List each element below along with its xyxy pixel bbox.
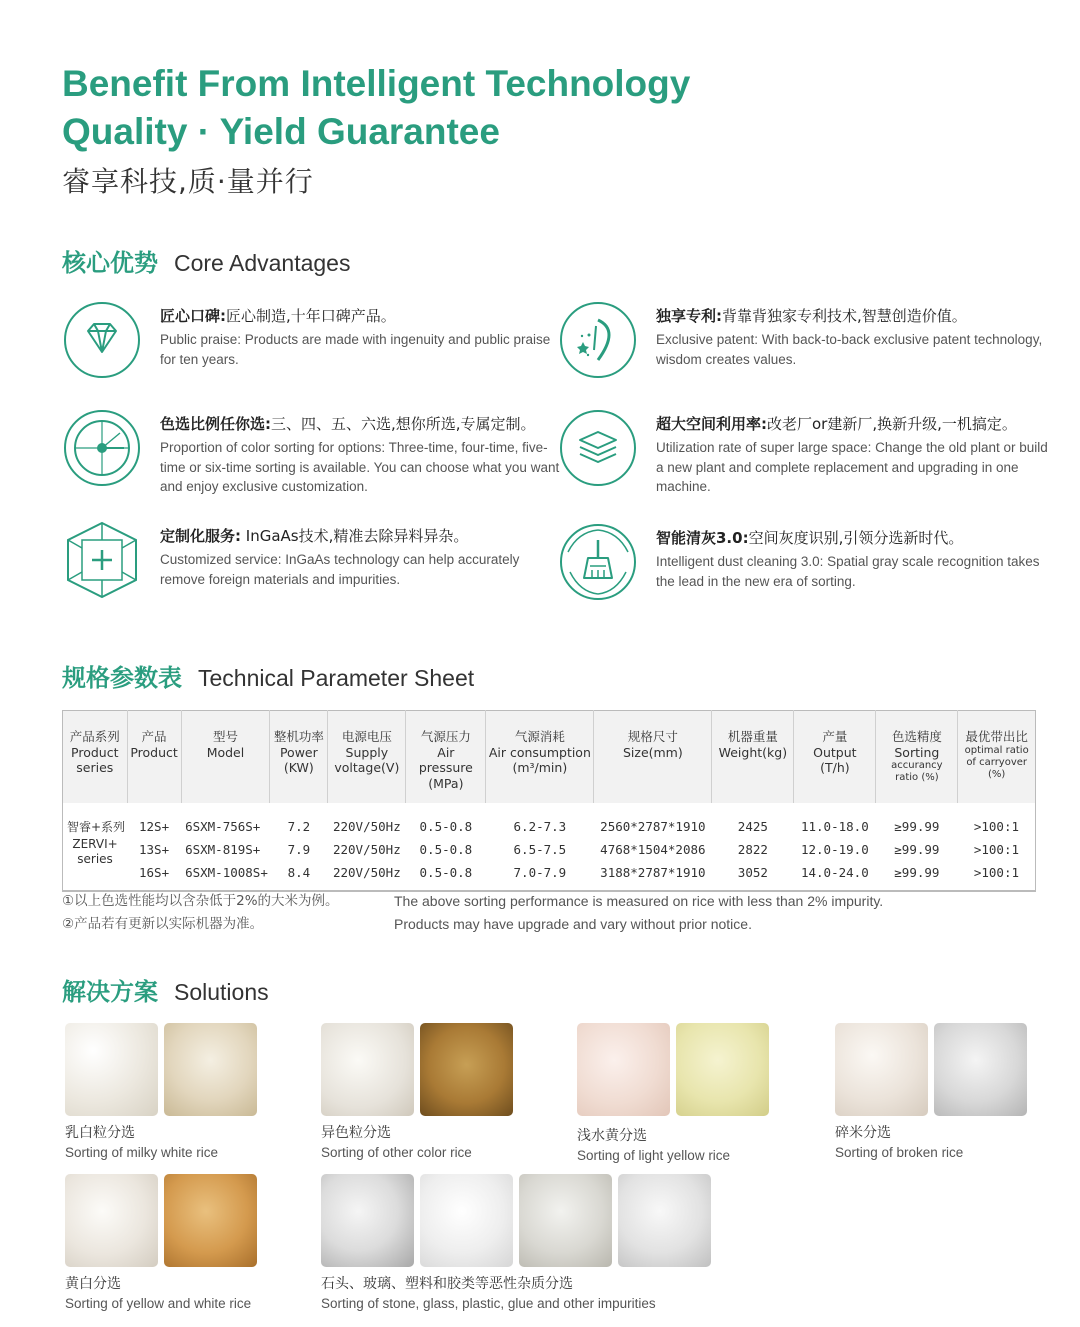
table-cell: >100:1 [973, 818, 1019, 834]
impurity-image-stone [321, 1174, 414, 1267]
column-header: 规格尺寸 Size(mm) [594, 711, 712, 804]
broom-icon [558, 522, 638, 602]
table-cell: >100:1 [973, 865, 1019, 880]
advantage-title: 智能清灰3.0: [656, 529, 749, 547]
advantage-desc: Proportion of color sorting for options: Three-time, four-time, five-time or six-time sorting is available. You can choose what you want and enjoy exclusive customization. [160, 440, 560, 494]
solution-card [577, 1023, 769, 1163]
table-cell: ≥99.99 [894, 818, 940, 834]
layers-icon [558, 408, 638, 488]
solution-title-cn: 石头、玻璃、塑料和胶类等恶性杂质分选 [321, 1276, 573, 1292]
advantage-title-rest: 改老厂or建新厂,换新升级,一机搞定。 [767, 415, 1017, 433]
solution-title-en: Sorting of other color rice [321, 1145, 472, 1160]
table-cell: 8.4 [287, 865, 311, 880]
table-cell: 0.5-0.8 [419, 865, 473, 880]
column-header: 产品系列 Product series [63, 711, 128, 804]
solution-card [321, 1023, 513, 1160]
section-title-cn: 核心优势 [62, 249, 158, 277]
solution-title-cn: 黄白分选 [65, 1276, 121, 1292]
table-cell: >100:1 [973, 841, 1019, 857]
hero-title [62, 60, 690, 156]
solution-title-en: Sorting of stone, glass, plastic, glue and other impurities [321, 1296, 656, 1311]
table-cell: 12.0-19.0 [800, 841, 869, 857]
advantage-title: 色选比例任你选: [160, 415, 271, 433]
rice-image-broken [934, 1023, 1027, 1116]
rice-image-pinkish [577, 1023, 670, 1116]
table-cell: 11.0-18.0 [800, 818, 869, 834]
section-title-cn: 规格参数表 [62, 664, 182, 692]
table-cell: 220V/50Hz [332, 865, 401, 880]
table-cell: 2560*2787*1910 [600, 818, 706, 834]
table-cell: 6SXM-1008S+ [185, 865, 268, 880]
hero-subtitle: 睿享科技,质·量并行 [62, 165, 314, 198]
note-1-cn: ①以上色选性能均以含杂低于2%的大米为例。 [62, 893, 339, 909]
advantage-desc: Intelligent dust cleaning 3.0: Spatial gray scale recognition takes the lead in the new era of sorting. [656, 554, 1040, 589]
note-1-en: The above sorting performance is measured on rice with less than 2% impurity. [394, 893, 884, 909]
solution-title-en: Sorting of light yellow rice [577, 1148, 731, 1163]
table-cell: 220V/50Hz [332, 841, 401, 857]
notes-cn [62, 890, 339, 936]
note-2-en: Products may have upgrade and vary without prior notice. [394, 916, 752, 932]
advantage-title: 独享专利: [656, 307, 722, 325]
table-header-row [63, 711, 1036, 804]
column-header: 最优带出比 optimal ratio of carryover (%) [958, 711, 1036, 804]
solution-card [835, 1023, 1027, 1160]
diamond-icon [62, 300, 142, 380]
impurity-image-glass [420, 1174, 513, 1267]
table-cell: 0.5-0.8 [419, 818, 473, 834]
table-cell: ≥99.99 [894, 841, 940, 857]
advantage-desc: Exclusive patent: With back-to-back exclusive patent technology, wisdom creates values. [656, 332, 1043, 367]
hexagon-plus-icon [62, 520, 142, 600]
table-cell: 12S+ [139, 818, 170, 834]
advantage-title-rest: 空间灰度识别,引领分选新时代。 [748, 529, 964, 547]
solution-card [321, 1174, 711, 1311]
note-2-cn: ②产品若有更新以实际机器为准。 [62, 916, 264, 932]
impurity-image-plastic [519, 1174, 612, 1267]
advantage-title: 匠心口碑: [160, 307, 226, 325]
rice-image-yellow [676, 1023, 769, 1116]
series-label-cn: 智睿+系列 [67, 819, 126, 834]
solution-title-cn: 乳白粒分选 [65, 1125, 135, 1141]
advantage-title-rest: 匠心制造,十年口碑产品。 [226, 307, 396, 325]
table-cell: 16S+ [139, 865, 170, 880]
table-cell: 220V/50Hz [332, 818, 401, 834]
column-header: 整机功率 Power (KW) [270, 711, 328, 804]
rice-image-white-2 [65, 1174, 158, 1267]
table-cell: 6SXM-819S+ [185, 841, 261, 857]
table-cell: 6.5-7.5 [513, 841, 567, 857]
table-cell: 7.9 [287, 841, 311, 857]
solution-title-en: Sorting of broken rice [835, 1145, 964, 1160]
notes-en [394, 890, 883, 936]
solutions-heading [62, 972, 269, 1007]
advantage-title: 定制化服务: [160, 527, 241, 545]
table-row [63, 861, 1036, 891]
advantage-title-rest: 三、四、五、六选,想你所选,专属定制。 [271, 415, 536, 433]
column-header: 型号 Model [181, 711, 270, 804]
column-header: 色选精度 Sorting accurancy ratio (%) [876, 711, 958, 804]
solution-title-en: Sorting of milky white rice [65, 1145, 219, 1160]
rice-image-milky [65, 1023, 158, 1116]
solution-title-cn: 浅水黄分选 [577, 1128, 647, 1144]
table-cell: 2425 [737, 818, 768, 834]
table-cell: 7.0-7.9 [513, 865, 567, 880]
solution-card [65, 1023, 257, 1160]
radar-icon [62, 408, 142, 488]
table-row [63, 837, 1036, 861]
column-header: 机器重量 Weight(kg) [712, 711, 794, 804]
table-row [63, 803, 1036, 837]
section-title-en: Solutions [174, 979, 269, 1005]
table-cell: 6SXM-756S+ [185, 818, 261, 834]
column-header: 产量 Output (T/h) [794, 711, 876, 804]
spec-heading [62, 658, 474, 693]
column-header: 产品 Product [127, 711, 181, 804]
advantage-desc: Public praise: Products are made with ingenuity and public praise for ten years. [160, 332, 551, 367]
advantage-desc: Customized service: InGaAs technology can help accurately remove foreign materials and impurities. [160, 552, 520, 587]
section-title-en: Technical Parameter Sheet [198, 665, 475, 691]
table-cell: 14.0-24.0 [800, 865, 869, 880]
column-header: 气源压力 Air pressure (MPa) [406, 711, 486, 804]
table-cell: 6.2-7.3 [513, 818, 567, 834]
rice-image-whole [835, 1023, 928, 1116]
hero-title-line2: Quality · Yield Guarantee [62, 111, 500, 152]
core-advantages-heading [62, 243, 350, 278]
table-cell: 3052 [737, 865, 768, 880]
series-label-en: ZERVI+ series [72, 837, 118, 866]
solution-title-cn: 碎米分选 [835, 1125, 891, 1141]
table-cell: ≥99.99 [894, 865, 940, 880]
column-header: 电源电压 Supply voltage(V) [328, 711, 406, 804]
rice-image-yellow-2 [164, 1174, 257, 1267]
advantage-title: 超大空间利用率: [656, 415, 767, 433]
patent-icon [558, 300, 638, 380]
table-cell: 0.5-0.8 [419, 841, 473, 857]
table-cell: 13S+ [139, 841, 170, 857]
table-cell: 7.2 [287, 818, 311, 834]
section-title-cn: 解决方案 [62, 978, 158, 1006]
rice-image-brown [420, 1023, 513, 1116]
rice-image-white [321, 1023, 414, 1116]
advantage-title-rest: 背靠背独家专利技术,智慧创造价值。 [722, 307, 967, 325]
solution-title-cn: 异色粒分选 [321, 1125, 391, 1141]
column-header: 气源消耗 Air consumption (m³/min) [486, 711, 594, 804]
spec-table [62, 710, 1036, 892]
advantage-title-rest: InGaAs技术,精准去除异料异杂。 [241, 527, 469, 545]
solution-card [65, 1174, 257, 1311]
rice-image-mixed [164, 1023, 257, 1116]
hero-title-line1: Benefit From Intelligent Technology [62, 63, 691, 104]
table-cell: 3188*2787*1910 [600, 865, 706, 880]
solution-title-en: Sorting of yellow and white rice [65, 1296, 252, 1311]
table-cell: 2822 [737, 841, 768, 857]
table-cell: 4768*1504*2086 [600, 841, 706, 857]
advantage-desc: Utilization rate of super large space: Change the old plant or build a new plant and complete replacement and upgrading in one machine. [656, 440, 1048, 494]
section-title-en: Core Advantages [174, 250, 351, 276]
impurity-image-glue [618, 1174, 711, 1267]
